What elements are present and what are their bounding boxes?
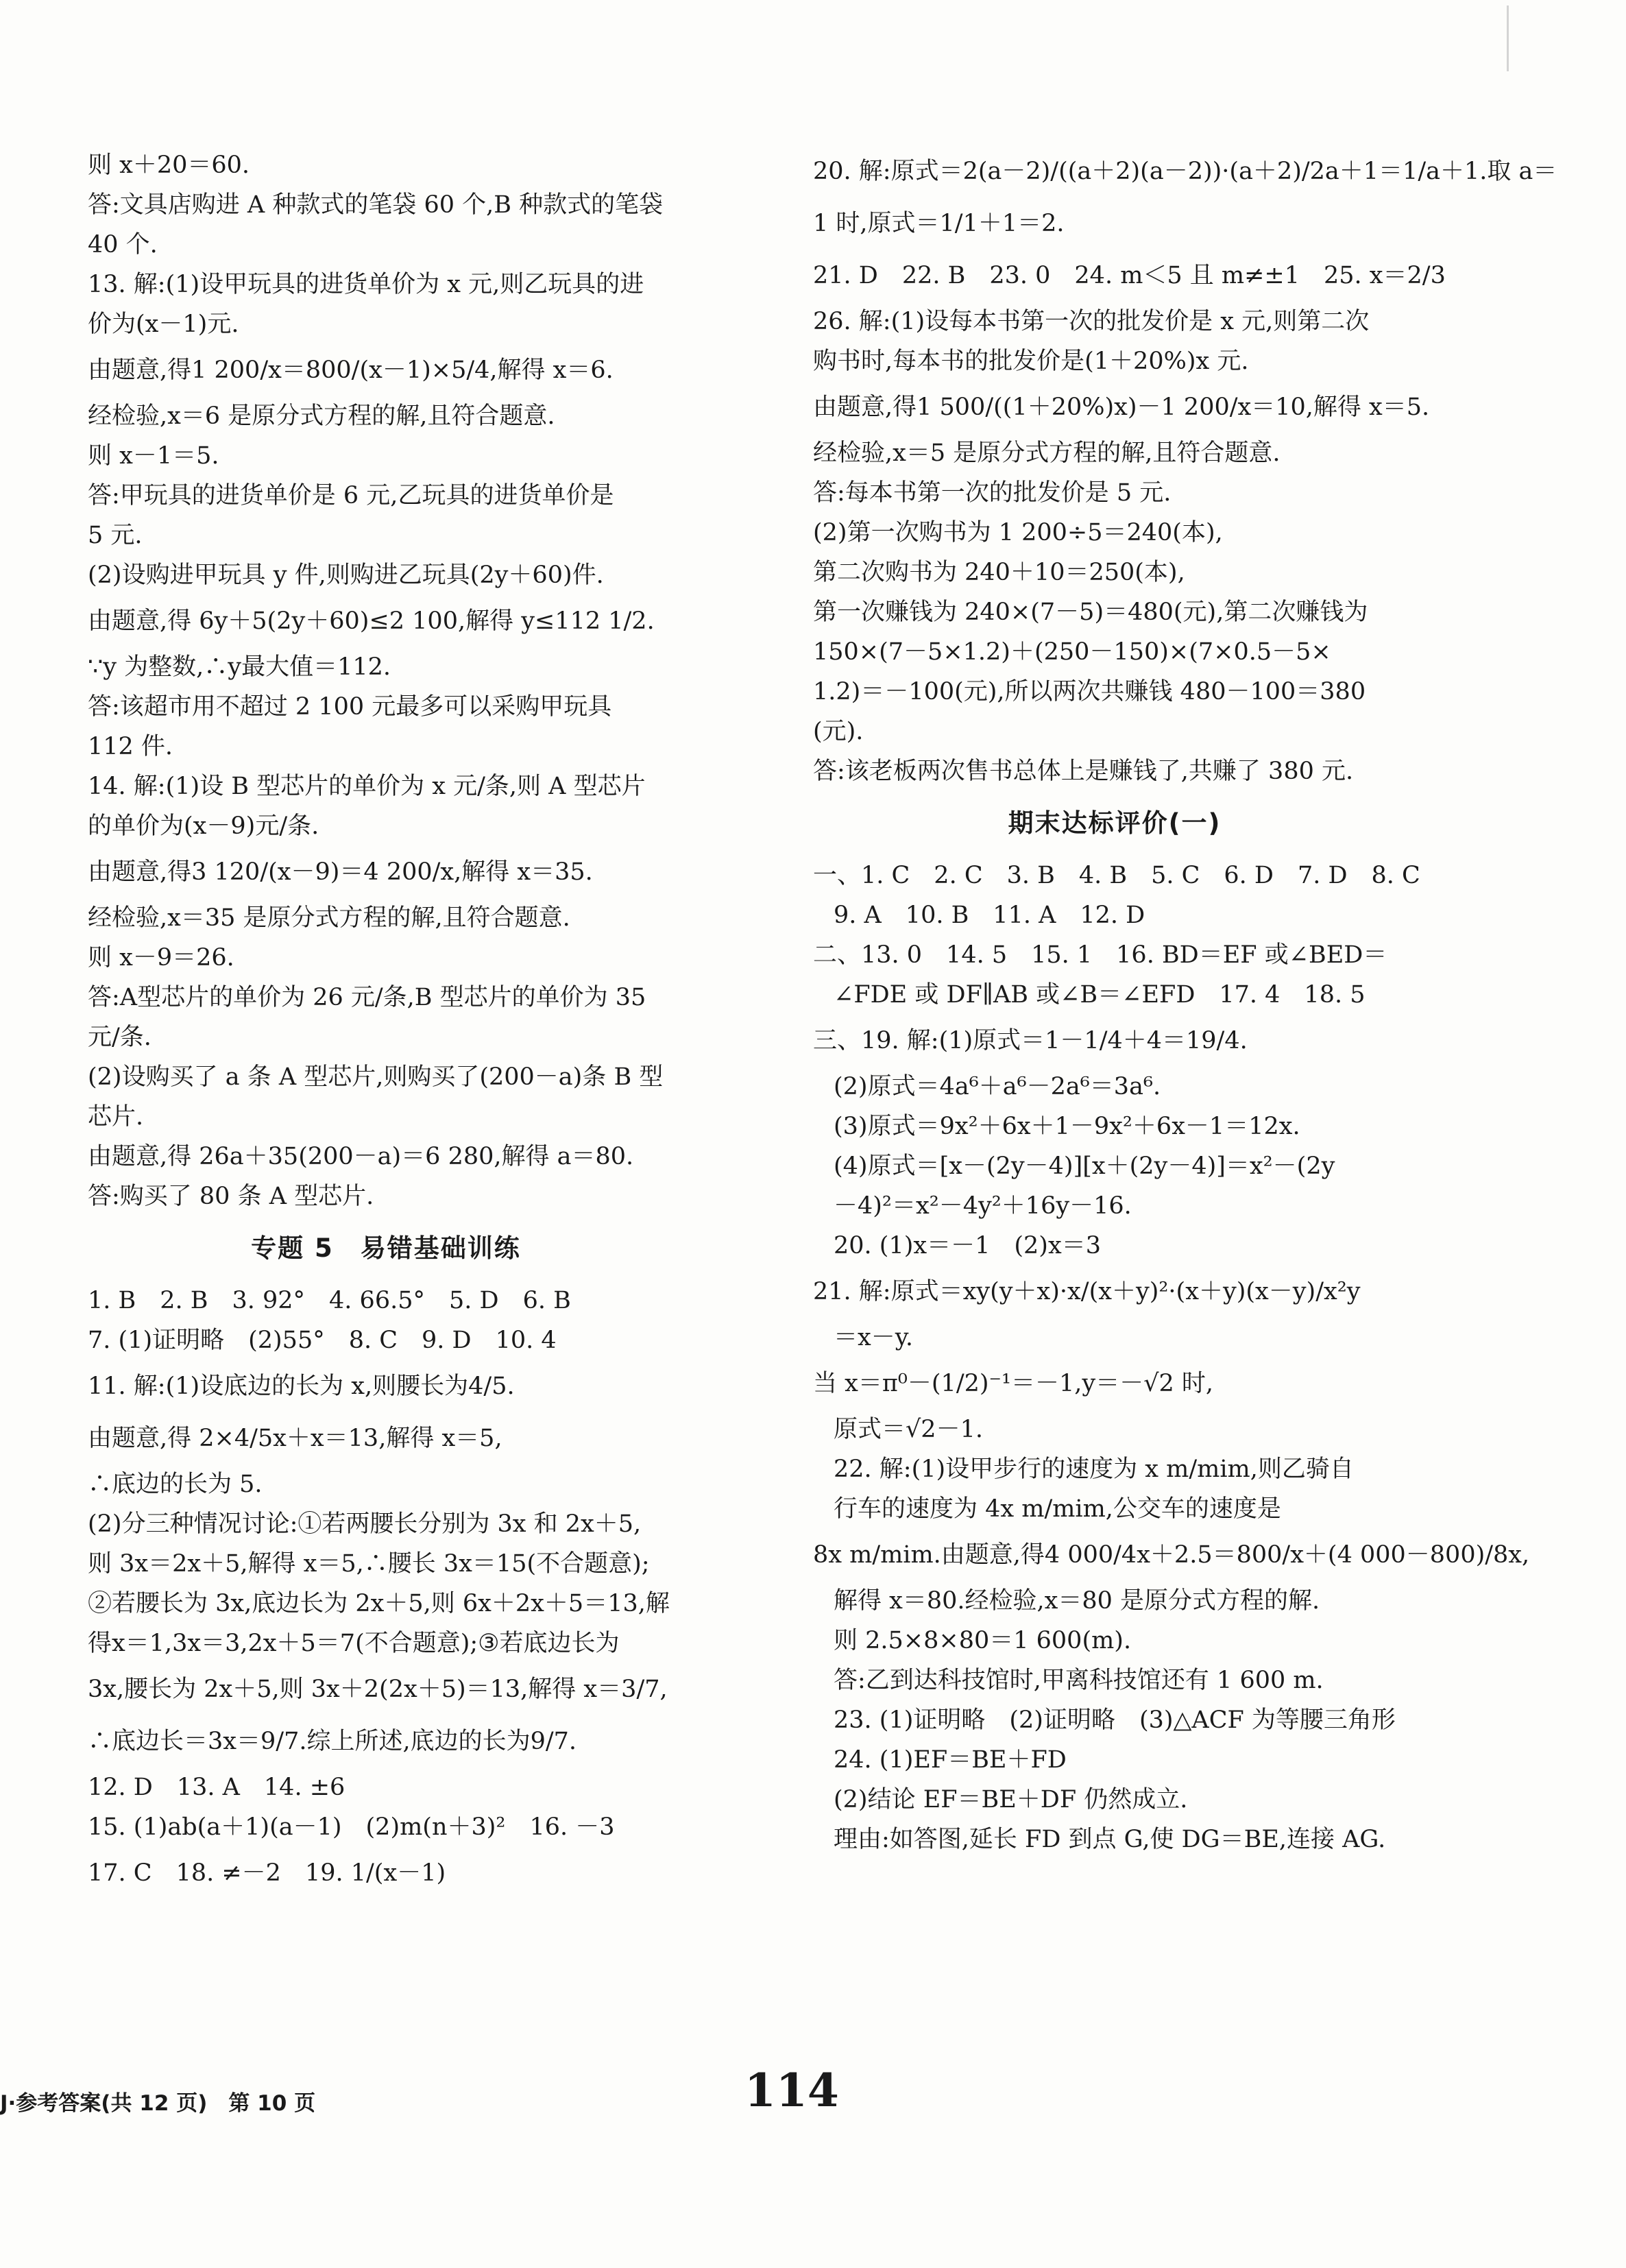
answer-line: 第二次购书为 240＋10＝250(本), [813, 559, 1185, 586]
answer-line: 则 3x＝2x＋5,解得 x＝5,∴腰长 3x＝15(不合题意); [88, 1550, 650, 1578]
answer-line: 7. (1)证明略 (2)55° 8. C 9. D 10. 4 [88, 1327, 557, 1354]
answer-line: 13. 解:(1)设甲玩具的进货单价为 x 元,则乙玩具的进 [88, 271, 644, 298]
answer-line: 3x,腰长为 2x＋5,则 3x＋2(2x＋5)＝13,解得 x＝3/7, [88, 1676, 668, 1703]
answer-line: 则 x－9＝26. [88, 944, 234, 972]
answer-line: ∴底边长＝3x＝9/7.综上所述,底边的长为9/7. [88, 1728, 577, 1755]
answer-line: (元). [813, 718, 864, 745]
answer-line: 解得 x＝80.经检验,x＝80 是原分式方程的解. [834, 1587, 1320, 1615]
answer-line: 由题意,得 6y＋5(2y＋60)≤2 100,解得 y≤112 1/2. [88, 607, 655, 635]
answer-line: 由题意,得1 500/((1＋20%)x)－1 200/x＝10,解得 x＝5. [813, 394, 1430, 421]
answer-line: －4)²＝x²－4y²＋16y－16. [834, 1192, 1132, 1220]
answer-line: 购书时,每本书的批发价是(1＋20%)x 元. [813, 348, 1249, 375]
answer-line: (2)结论 EF＝BE＋DF 仍然成立. [834, 1786, 1188, 1813]
answer-line: 行车的速度为 4x m/mim,公交车的速度是 [834, 1495, 1281, 1523]
answer-line: 经检验,x＝6 是原分式方程的解,且符合题意. [88, 402, 555, 430]
answer-line: ＝x－y. [834, 1324, 913, 1351]
answer-line: 答:该老板两次售书总体上是赚钱了,共赚了 380 元. [813, 758, 1354, 785]
answer-line: 1 时,原式＝1/1＋1＝2. [813, 210, 1065, 237]
answer-line: 当 x＝π⁰－(1/2)⁻¹＝－1,y＝－√2 时, [813, 1370, 1214, 1397]
section-heading: 期末达标评价(一) [1008, 808, 1222, 838]
section-heading: 专题 5 易错基础训练 [251, 1233, 521, 1263]
answer-line: 答:乙到达科技馆时,甲离科技馆还有 1 600 m. [834, 1667, 1324, 1694]
answer-line: 芯片. [88, 1103, 144, 1131]
answer-line: ∴底边的长为 5. [88, 1471, 263, 1498]
answer-line: 21. 解:原式＝xy(y＋x)·x/(x＋y)²·(x＋y)(x－y)/x²y [813, 1278, 1361, 1305]
right-column [813, 145, 1557, 1859]
answer-line: 则 x＋20＝60. [88, 152, 250, 179]
answer-line: 112 件. [88, 733, 173, 760]
answer-line: 二、13. 0 14. 5 15. 1 16. BD＝EF 或∠BED＝ [813, 941, 1387, 969]
answer-line: 的单价为(x－9)元/条. [88, 812, 319, 840]
answer-line: 17. C 18. ≠－2 19. 1/(x－1) [88, 1859, 446, 1887]
answer-line: 三、19. 解:(1)原式＝1－1/4＋4＝19/4. [813, 1027, 1248, 1054]
answer-line: 答:文具店购进 A 种款式的笔袋 60 个,B 种款式的笔袋 [88, 191, 664, 219]
answer-line: 23. (1)证明略 (2)证明略 (3)△ACF 为等腰三角形 [834, 1706, 1396, 1734]
answer-line: 第一次赚钱为 240×(7－5)＝480(元),第二次赚钱为 [813, 599, 1368, 626]
answer-line: (3)原式＝9x²＋6x＋1－9x²＋6x－1＝12x. [834, 1113, 1300, 1140]
answer-line: 答:每本书第一次的批发价是 5 元. [813, 479, 1172, 507]
answer-line: 9. A 10. B 11. A 12. D [834, 902, 1145, 929]
answer-line: 原式＝√2－1. [834, 1416, 983, 1443]
left-column [88, 145, 684, 1899]
answer-line: (2)第一次购书为 1 200÷5＝240(本), [813, 519, 1223, 546]
answer-line: 理由:如答图,延长 FD 到点 G,使 DG＝BE,连接 AG. [834, 1826, 1386, 1853]
answer-line: ②若腰长为 3x,底边长为 2x＋5,则 6x＋2x＋5＝13,解 [88, 1590, 670, 1617]
answer-line: (4)原式＝[x－(2y－4)][x＋(2y－4)]＝x²－(2y [834, 1153, 1335, 1180]
answer-line: 由题意,得 2×4/5x＋x＝13,解得 x＝5, [88, 1425, 502, 1452]
answer-line: 由题意,得1 200/x＝800/(x－1)×5/4,解得 x＝6. [88, 357, 614, 384]
answer-line: ∵y 为整数,∴y最大值＝112. [88, 653, 391, 681]
answer-line: 24. (1)EF＝BE＋FD [834, 1746, 1067, 1774]
answer-line: 20. 解:原式＝2(a－2)/((a＋2)(a－2))·(a＋2)/2a＋1＝1/a＋1.取 a＝ [813, 158, 1557, 185]
answer-line: 15. (1)ab(a＋1)(a－1) (2)m(n＋3)² 16. －3 [88, 1813, 615, 1841]
answer-line: 150×(7－5×1.2)＋(250－150)×(7×0.5－5× [813, 638, 1331, 666]
answer-line: 26. 解:(1)设每本书第一次的批发价是 x 元,则第二次 [813, 308, 1370, 335]
answer-line: 答:甲玩具的进货单价是 6 元,乙玩具的进货单价是 [88, 482, 614, 509]
answer-line: 价为(x－1)元. [88, 311, 239, 338]
answer-line: 20. (1)x＝－1 (2)x＝3 [834, 1232, 1101, 1259]
answer-line: 一、1. C 2. C 3. B 4. B 5. C 6. D 7. D 8. C [813, 862, 1420, 889]
answer-line: (2)原式＝4a⁶＋a⁶－2a⁶＝3a⁶. [834, 1073, 1161, 1100]
answer-line: 经检验,x＝35 是原分式方程的解,且符合题意. [88, 904, 570, 932]
footer-label: J·参考答案(共 12 页) 第 10 页 [0, 2091, 316, 2116]
answer-line: 得x＝1,3x＝3,2x＋5＝7(不合题意);③若底边长为 [88, 1630, 620, 1657]
answer-line: 8x m/mim.由题意,得4 000/4x＋2.5＝800/x＋(4 000－800)/8x, [813, 1541, 1530, 1569]
answer-line: 由题意,得3 120/(x－9)＝4 200/x,解得 x＝35. [88, 858, 593, 886]
answer-line: ∠FDE 或 DF∥AB 或∠B＝∠EFD 17. 4 18. 5 [834, 981, 1366, 1009]
answer-line: 1.2)＝－100(元),所以两次共赚钱 480－100＝380 [813, 678, 1366, 705]
answer-line: 22. 解:(1)设甲步行的速度为 x m/mim,则乙骑自 [834, 1456, 1354, 1483]
answer-line: (2)设购进甲玩具 y 件,则购进乙玩具(2y＋60)件. [88, 562, 604, 589]
answer-line: 由题意,得 26a＋35(200－a)＝6 280,解得 a＝80. [88, 1143, 634, 1170]
answer-line: 经检验,x＝5 是原分式方程的解,且符合题意. [813, 439, 1281, 467]
answer-line: 11. 解:(1)设底边的长为 x,则腰长为4/5. [88, 1373, 515, 1400]
answer-line: (2)分三种情况讨论:①若两腰长分别为 3x 和 2x＋5, [88, 1510, 642, 1538]
answer-line: 答:该超市用不超过 2 100 元最多可以采购甲玩具 [88, 693, 612, 721]
answer-line: 5 元. [88, 522, 143, 549]
answer-line: 12. D 13. A 14. ±6 [88, 1774, 345, 1801]
edge-mark [1507, 5, 1509, 71]
answer-line: 答:购买了 80 条 A 型芯片. [88, 1183, 374, 1210]
answer-line: 21. D 22. B 23. 0 24. m＜5 且 m≠±1 25. x＝2/3 [813, 262, 1446, 289]
answer-line: 40 个. [88, 231, 158, 258]
answer-line: 答:A型芯片的单价为 26 元/条,B 型芯片的单价为 35 [88, 984, 646, 1011]
answer-line: 则 x－1＝5. [88, 442, 219, 470]
answer-line: (2)设购买了 a 条 A 型芯片,则购买了(200－a)条 B 型 [88, 1063, 664, 1091]
answer-line: 则 2.5×8×80＝1 600(m). [834, 1627, 1132, 1654]
answer-line: 14. 解:(1)设 B 型芯片的单价为 x 元/条,则 A 型芯片 [88, 773, 646, 800]
page-number: 114 [744, 2064, 839, 2117]
answer-line: 元/条. [88, 1024, 151, 1051]
answer-line: 1. B 2. B 3. 92° 4. 66.5° 5. D 6. B [88, 1287, 571, 1314]
